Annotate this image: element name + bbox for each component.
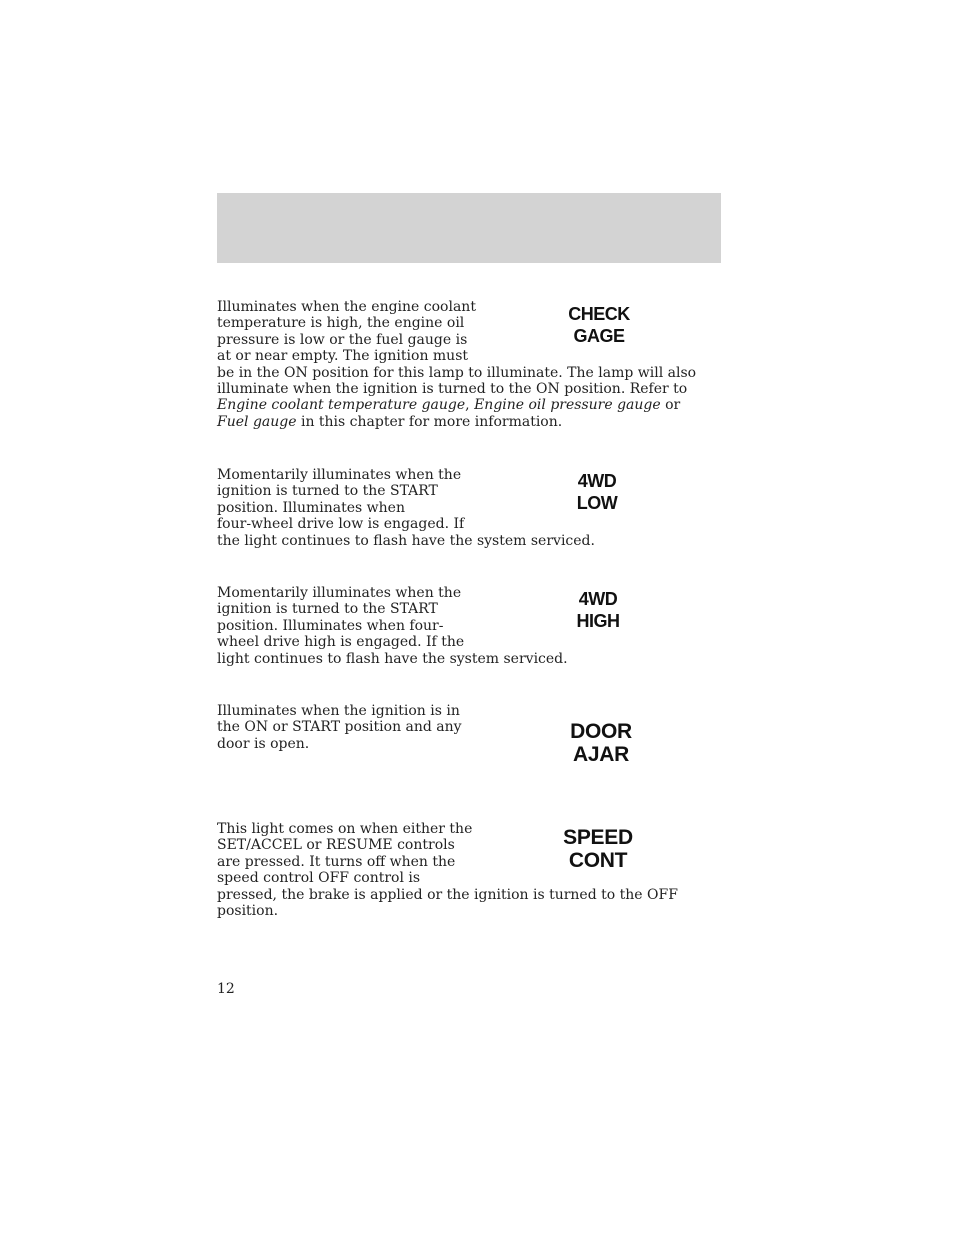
text-line: speed control OFF control is: [217, 870, 421, 887]
text-line: pressed, the brake is applied or the ignition is turned to the OFF: [217, 886, 678, 903]
lamp-text-line: CONT: [568, 849, 628, 872]
text-line: the light continues to flash have the system serviced.: [217, 532, 595, 549]
reference-coolant-gauge: Engine coolant temperature gauge: [217, 397, 466, 414]
reference-tail: in this chapter for more information.: [296, 413, 563, 430]
text-line: ignition is turned to the START: [217, 483, 438, 500]
lamp-text-line: GAGE: [573, 326, 625, 346]
lamp-text-line: CHECK: [568, 304, 630, 324]
lamp-text-line: DOOR: [570, 720, 632, 743]
text-line: four-wheel drive low is engaged. If: [217, 516, 465, 533]
text-line: the ON or START position and any: [217, 719, 462, 736]
text-line: SET/ACCEL or RESUME controls: [217, 837, 455, 854]
lamp-text-line: 4WD: [578, 589, 618, 609]
speed-cont-lamp-icon: [543, 826, 653, 872]
text-line: door is open.: [217, 735, 310, 752]
text-line: ignition is turned to the START: [217, 601, 438, 618]
text-line: pressure is low or the fuel gauge is: [217, 331, 468, 348]
lamp-text-line: HIGH: [576, 611, 620, 631]
lamp-text-line: LOW: [576, 493, 618, 513]
text-line: position.: [217, 903, 279, 920]
lamp-text-line: SPEED: [563, 826, 633, 849]
text-line: position. Illuminates when four-: [217, 617, 444, 634]
text-line: wheel drive high is engaged. If the: [217, 634, 465, 651]
reference-separator: ,: [465, 397, 475, 414]
text-line: are pressed. It turns off when the: [217, 853, 456, 870]
text-line: position. Illuminates when: [217, 499, 405, 516]
reference-oil-pressure-gauge: Engine oil pressure gauge: [474, 397, 661, 414]
text-line: illuminate when the ignition is turned to the ON position. Refer to: [217, 381, 688, 398]
reference-line: [217, 414, 697, 430]
text-line: light continues to flash have the system serviced.: [217, 650, 568, 667]
reference-line: [217, 397, 697, 413]
text-line: be in the ON position for this lamp to illuminate. The lamp will also: [217, 364, 697, 381]
4wd-high-lamp-icon: [548, 588, 648, 632]
text-line: temperature is high, the engine oil: [217, 315, 465, 332]
lamp-text-line: AJAR: [573, 743, 629, 766]
text-line: This light comes on when either the: [217, 821, 473, 837]
text-line: Momentarily illuminates when the: [217, 585, 462, 601]
section-header-band: [217, 193, 721, 263]
lamp-text-line: 4WD: [577, 471, 617, 491]
reference-tail: or: [660, 397, 681, 414]
text-line: Illuminates when the engine coolant: [217, 299, 476, 315]
4wd-low-lamp-icon: [547, 470, 647, 514]
check-gage-lamp-icon: [549, 303, 649, 347]
text-line: at or near empty. The ignition must: [217, 348, 469, 365]
text-line: Illuminates when the ignition is in: [217, 703, 460, 719]
text-line: Momentarily illuminates when the: [217, 467, 462, 483]
page-number: 12: [217, 981, 235, 997]
reference-fuel-gauge: Fuel gauge: [217, 413, 297, 430]
door-ajar-lamp-icon: [546, 720, 656, 766]
